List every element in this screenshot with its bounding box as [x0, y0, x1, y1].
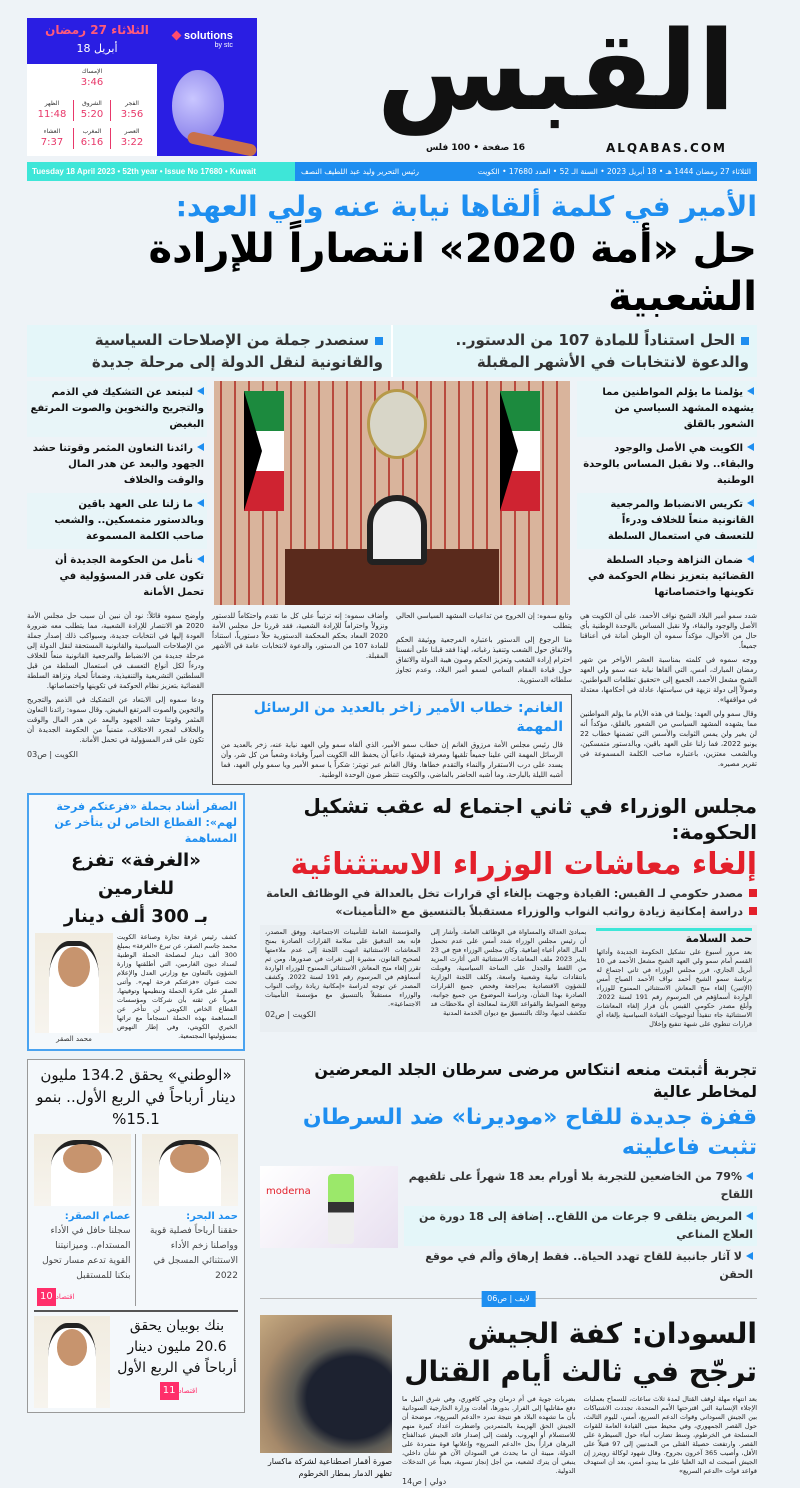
square-bullet-icon [749, 907, 757, 915]
paragraph: وقال سمو ولي العهد: يؤلمنا في هذه الأيام ما يؤلم المواطنين مما يشهده المشهد السياسي من الشعور بالقلق، مؤكداً أنه لن يغير ولن يمس الثوابت والأسس التي تضمنها خطاب 22 يونيو 2022، فما زلنا على العهد باقين، وبالدستور متمسكين، وبالشعب معتزين، باعتباره صاحب الكلمة المسموعة في تقرير مصيره. [580, 710, 757, 768]
sudan-body-col2: بضربات جوية في أم درمان وحي كافوري، وفي شرق النيل ما دفع مقاتليها إلى الفرار. بدورها، أفادت وزارة الخارجية السودانية بأن ما تشهده البلاد هو نتيجة تمرد «الدعم السريع»، موضحة أن الجيش الحق الهزيمة بالمتمردين واضطرت أعداد كبيرة منهم للاستسلام أو الهروب. ولفتت إلى إصدار قائد الجيش عبدالفتاح البرهان قراراً بحل «الدعم السريع» وإعلانها قوة متمردة على الدولة، مبينة أن ما يحدث في السودان الآن هو شأن داخلي، ينبغي أن يترك لشعبه، من أجل إنجاز تسوية، بعيداً عن التدخلات الدولية. [402, 1395, 576, 1475]
person-name: حمد البحر: [186, 1211, 238, 1222]
bullet-text: مصدر حكومي لـ القبس: القيادة وجهت بإلغاء أي قرارات تخل بالعدالة في الوظائف العامة [266, 887, 743, 900]
square-bullet-icon [375, 337, 383, 345]
triangle-bullet-icon [747, 555, 754, 563]
kuwait-flag [244, 391, 284, 511]
cabinet-story [260, 793, 757, 1032]
square-bullet-icon [749, 889, 757, 897]
cabinet-body [260, 925, 757, 1032]
bullet-text: المريض يتلقى 9 جرعات من اللقاح.. إضافة إلى 18 دورة من العلاج المناعي [418, 1210, 753, 1241]
bullet-text: لا آثار جانبية للقاح تهدد الحياة.. فقط إرهاق وألم في موقع الحقن [425, 1250, 753, 1281]
chamber-kicker: الصقر أشاد بحملة «فزعتكم فرحة لهم»: القطاع الخاص لن يتأخر عن المساهمة [54, 800, 237, 845]
prayer-asr [113, 128, 151, 149]
quote-text: ضمان النزاهة وحياد السلطة القضائية بتعزيز نظام الحوكمة في تكوينها واختصاصاتها [588, 555, 754, 598]
prayer-isha [33, 128, 71, 149]
lead-body [27, 611, 757, 785]
prayer-time: 3:46 [80, 77, 104, 88]
lead-headline[interactable]: حل «أمة 2020» انتصاراً للإرادة الشعبية [148, 226, 757, 320]
sudan-body-col1: بعد انتهاء مهلة لوقف القتال لمدة ثلاث ساعات، للسماح بعمليات الإجلاء الإنسانية التي اقترحتها الأمم المتحدة، تجددت الاشتباكات بين الجيش السوداني وقوات الدعم السريع، أمس، لليوم الثالث، حول القصر الجمهوري، وفي محيط مبنى القيادة العامة للقوات المسلحة في الخرطوم، وسط تضارب أنباء حول السيطرة على القصر. وارتفعت حصيلة القتلى من المدنيين إلى 97 قتيلاً على الأقل، وأصيب 365 آخرون بجروح. وقال شهود لوكالة رويترز إن الجيش أصبحت له اليد العليا على ما يبدو، أمس، بعد أن استهدف قواعد قوات «الدعم السريع» [583, 1395, 757, 1475]
prayer-time: 11:48 [37, 109, 67, 120]
lead-body-middle [212, 611, 572, 785]
quote-item [577, 381, 757, 437]
triangle-bullet-icon [746, 1212, 753, 1220]
quote-text: رائدنا التعاون المثمر وقوتنا حشد الجهود والبعد عن هدر المال والوقت والخلاف [32, 443, 204, 486]
photo-boubyan-executive [34, 1316, 110, 1408]
brand-sub: by stc [214, 42, 233, 49]
photo-hamad-albahar [142, 1134, 239, 1206]
ad-hijri-date: الثلاثاء 27 رمضان [45, 23, 149, 37]
page-number[interactable]: 11 [160, 1382, 179, 1400]
paragraph: وأوضح سموه قائلاً: نود أن نبين أن سبب حل مجلس الأمة 2020 هو الانتصار للإرادة الشعبية، مما يتطلب معه ضرورة العودة إليها في انتخابات جديدة، وسيواكب ذلك إصدار جملة من الإصلاحات السياسية والقانونية المستحقة لنقل الدولة إلى مرحلة جديدة من الانضباط والمرجعية القانونية منعاً للخلاف ودرءاً لكل أنواع التعسف في استعمال السلطة من قبل السلطتين التشريعية والتنفيذية، وضماناً لحياد ونزاهة السلطة القضائية بتعزيز نظام الحوكمة في تكوينها واختصاصاتها. [27, 612, 204, 690]
lead-body-col1 [580, 611, 757, 785]
prayer-time: 5:20 [80, 109, 104, 120]
section-label: اقتصاد [55, 1293, 75, 1301]
right-quotes [577, 381, 757, 605]
prayer-name: العصر [124, 128, 140, 135]
moderna-label: moderna [266, 1186, 311, 1197]
photo-caption: محمد الصقر [56, 1035, 92, 1043]
subhead-text: الحل استناداً للمادة 107 من الدستور.. والدعوة لانتخابات في الأشهر المقبلة [455, 331, 749, 371]
triangle-bullet-icon [747, 443, 754, 451]
ad-brand-logo [173, 30, 233, 49]
brand-name: solutions [184, 30, 233, 42]
quote-text: تكريس الانضباط والمرجعية القانونية منعاً للخلاف ودرءاً للتعسف في استعمال السلطة [607, 499, 754, 542]
prayer-name: الشروق [82, 100, 102, 107]
arabic-date: الثلاثاء 27 رمضان 1444 هـ • 18 أبريل 2023 • السنة الـ 52 • العدد 17680 • الكويت [477, 167, 751, 176]
quote-text: ما زلنا على العهد باقين وبالدستور متمسكين.. والشعب صاحب الكلمة المسموعة [54, 499, 204, 542]
photo-essam-alsaqer [34, 1134, 131, 1206]
prayer-name: المغرب [82, 128, 102, 135]
triangle-bullet-icon [747, 387, 754, 395]
lead-body-col4 [27, 611, 204, 785]
cabinet-bullet [260, 903, 757, 921]
text-column [265, 928, 421, 1029]
triangle-bullet-icon [747, 499, 754, 507]
section-label: اقتصاد [178, 1387, 198, 1395]
person-card [142, 1134, 239, 1306]
ad-gregorian-date: 18 أبريل [76, 42, 118, 55]
vaccine-bullet [404, 1206, 757, 1246]
page-ref-tag[interactable]: لايف | ص06 [481, 1291, 536, 1307]
quote-item [27, 493, 207, 549]
prayer-name: الفجر [125, 100, 139, 107]
quote-item [27, 549, 207, 605]
prayer-time: 3:56 [120, 109, 144, 120]
prayer-dhuhr [33, 100, 71, 121]
quote-text: نأمل من الحكومة الجديدة أن تكون على قدر المسؤولية في تحمل الأمانة [54, 555, 204, 598]
triangle-bullet-icon [197, 499, 204, 507]
triangle-bullet-icon [746, 1252, 753, 1260]
chamber-content [35, 933, 237, 1045]
bullet-text: 79% من الخاضعين للتجربة بلا أورام بعد 18 شهراً على تلقيهم اللقاح [408, 1170, 753, 1201]
left-quotes [27, 381, 207, 605]
cabinet-bullet [260, 885, 757, 903]
chamber-headline-2[interactable]: بـ 300 ألف دينار [63, 906, 209, 927]
vaccine-bullets [404, 1166, 757, 1286]
sudan-body-col2-wrap [402, 1395, 576, 1488]
cabinet-kicker: مجلس الوزراء في ثاني اجتماع له عقب تشكيل الحكومة: [303, 794, 757, 844]
quote-text: يؤلمنا ما يؤلم المواطنين مما يشهده المشهد السياسي من الشعور بالقلق [602, 387, 754, 430]
prayer-sunrise [73, 100, 111, 121]
prayer-times-ad[interactable] [27, 18, 257, 156]
prayer-name: العشاء [43, 128, 61, 135]
cabinet-headline[interactable]: إلغاء معاشات الوزراء الاستثنائية [290, 847, 757, 882]
kuwait-flag [500, 391, 540, 511]
speaker-figure [367, 495, 427, 565]
vaccine-photo [260, 1166, 398, 1248]
lower-right-column [260, 1059, 757, 1488]
chamber-body: كشف رئيس غرفة تجارة وصناعة الكويت محمد جاسم الصقر، عن تبرع «الغرفة» بمبلغ 300 ألف دينار لمصلحة الحملة الوطنية لسداد ديون الغارمين، التي أطلقتها وزارة الشؤون بالتعاون مع وزارتي العدل والإعلام تحت عنوان «فزعتكم فرحة لهم». وأثنى الصقر على فكرة الحملة وتنظيمها وتوقيتها، معرباً عن ثقته بأن شركات ومؤسسات القطاع الخاص الكويتي لن تتأخر عن المساهمة بهذه الحملة انسجاماً مع تراثها الخيري الكويتي، وفي إطار النهوض بمسؤوليتها المجتمعية. [117, 933, 237, 1040]
newspaper-logo[interactable]: القبس [376, 7, 736, 135]
prayer-name: الظهر [44, 100, 60, 107]
tag-row [260, 1289, 757, 1309]
chamber-headline-1[interactable]: «الغرفة» تفزع للغارمين [71, 850, 201, 899]
paragraph: بعد مرور أسبوع على تشكيل الحكومة الجديدة وأدائها القسم أمام سمو ولي العهد الشيخ مشعل الأحمد في 10 أبريل الجاري، قرر مجلس الوزراء في ثاني اجتماع له برئاسة سمو الشيخ أحمد نواف الأحمد الصباح أمس (الإثنين) إلغاء منح المعاش الاستثنائي الممنوح للوزراء الواردة أسماؤهم في المرسوم رقم 191 لسنة 2022. وأبلغ مصدر حكومي القبس بأن قرار إلغاء المعاشات الاستثنائية جاء تنفيذاً لتوجيهات القيادة السياسية بإلغاء أي قرارات تنطوي على شبهة تنفيع وإخلال [596, 948, 752, 1028]
vaccine-bullet [404, 1166, 757, 1206]
lead-body-col2 [396, 611, 572, 689]
state-emblem [367, 389, 427, 459]
chamber-photo-wrap [35, 933, 113, 1045]
page-number[interactable]: 10 [37, 1288, 56, 1306]
page-ref[interactable]: الكويت | ص03 [27, 750, 78, 759]
triangle-bullet-icon [746, 1172, 753, 1180]
sudan-story [260, 1315, 757, 1488]
paragraph: ووجه سموه في كلمته بمناسبة العشر الأواخر من شهر رمضان المبارك، أمس، التي ألقاها نيابة عنه سمو ولي العهد الشيخ مشعل الأحمد، الجميع إلى «تحقيق تطلعات المواطنين، وصولاً إلى دولة نزيهة في سياستها، عادلة في أحكامها، معتدلة في مواقفها». [580, 656, 757, 704]
triangle-bullet-icon [197, 555, 204, 563]
vaccine-row [260, 1166, 757, 1286]
prayer-maghrib [73, 128, 111, 149]
quote-text: الكويت هي الأصل والوجود والبقاء.. ولا نقبل المساس بالوحدة الوطنية [583, 443, 754, 486]
price-pages: 16 صفحة • 100 فلس [425, 143, 525, 153]
lead-subheads [27, 325, 757, 377]
quote-text: لنبتعد عن التشكيك في الذمم والتجريح والتخوين والصوت المرتفع البغيض [30, 387, 204, 430]
quote-item [577, 549, 757, 605]
paragraph: بمبادئ العدالة والمساواة في الوظائف العامة. وأشار إلى أن رئيس مجلس الوزراء شدد أمس على عدم تحميل المال العام أعباء إضافية. وكان مجلس الوزراء فتح في 23 يناير 2023 ملف المعاشات الاستثنائية التي أثارت المزيد من اللغط والجدل على الساحة السياسية، وقوبلت بانتقادات نيابية وشعبية واسعة، وكلف اللجنة الوزارية للشؤون الاقتصادية بمراجعة وفحص جميع القرارات الصادرة بهذا الشأن، ودراسة الموضوع من جميع جوانبه، ووضع الضوابط والقواعد اللازمة لمعالجة أي ملاحظات قد تتكشف لديها، وذلك بالتنسيق مع ديوان الخدمة المدنية [430, 928, 587, 1017]
date-bar [27, 162, 757, 181]
site-url[interactable]: ALQABAS.COM [605, 141, 727, 155]
sudan-photo-column [260, 1315, 392, 1488]
person-quote: سجلنا حافل في الأداء المستدام.. وميزانيتنا القوية تدعم مسار تحول بنكنا للمستقبل [42, 1226, 131, 1281]
triangle-bullet-icon [197, 443, 204, 451]
square-bullet-icon [741, 337, 749, 345]
photo-mohammad-alsaqer [35, 933, 113, 1033]
prayer-time: 6:16 [80, 137, 104, 148]
date-bar-arabic [295, 162, 757, 181]
author-byline: حمد السلامة [596, 928, 752, 946]
ghanim-body: قال رئيس مجلس الأمة مرزوق الغانم إن خطاب سمو الأمير، الذي ألقاه سمو ولي العهد نيابة عنه، زخر بالعديد من الرسائل المهمة التي علينا جميعاً تلقيها ومعرفة قيمتها، داعياً أن يحفظ الله الكويت أميراً وقيادة وشعباً من كل شر، وأن يسدد على درب الاستقرار والنماء والتقدم خطاها. وقال الغانم عبر تويتر: شكراً يا سمو الأمير ويا سمو ولي العهد، فما أشبه الليلة بالبارحة، وما أشبه الحاضر بالماضي، والكويت تنتظر صون الوحدة الوطنية. [221, 741, 563, 779]
lead-body-col4-text [27, 611, 204, 745]
lead-kicker: الأمير في كلمة ألقاها نيابة عنه ولي العهد: [175, 190, 757, 223]
ghanim-box [212, 694, 572, 785]
person-name: عصام الصقر: [64, 1211, 131, 1222]
imsak [73, 68, 111, 89]
quote-item [577, 493, 757, 549]
lead-photo[interactable] [214, 381, 570, 605]
divider [34, 1310, 238, 1312]
prayer-fajr [113, 100, 151, 121]
masthead [27, 7, 757, 160]
vaccine-bullet [404, 1246, 757, 1286]
vaccine-kicker: تجربة أثبتت منعه انتكاس مرضى سرطان الجلد المعرضين لمخاطر عالية [314, 1060, 757, 1101]
paragraph: وتابع سموه: إن الخروج من تداعيات المشهد السياسي الحالي يتطلب [396, 612, 572, 630]
date-bar-english: Tuesday 18 April 2023 • 52th year • Issue No 17680 • Kuwait [27, 162, 295, 181]
subhead-text: سنصدر جملة من الإصلاحات السياسية والقانونية لنقل الدولة إلى مرحلة جديدة [91, 331, 383, 371]
paragraph: ودعا سموه إلى الابتعاد عن التشكيك في الذمم والتجريح والتخوين والصوت المرتفع البغيض، وقال سموه: رائدنا التعاون المثمر وقوتنا حشد الجهود والبعد عن هدر المال والوقت والخلاف لمجرد الاختلاف، متمنياً من الحكومة الجديدة أن تكون على قدر المسؤولية في تحمل الأمانة. [27, 696, 204, 744]
paragraph: منا الرجوع إلى الدستور باعتباره المرجعية ووثيقة الحكم والاتفاق حول الشعب وتنفيذ رغباته، لهذا فقد قبلنا على أنفسنا احترام إرادة الشعب وتعزيز الحكم وصون هيبة الدولة والاتفاق حول قيادة المقام السامي لسمو أمير البلاد، وعدم تجاوز سلطاته الدستورية. [396, 636, 572, 684]
quote-item [27, 381, 207, 437]
people-row [34, 1134, 238, 1306]
prayer-name: الإمساك [81, 68, 103, 75]
section-lower [27, 1059, 757, 1488]
section-cabinet [27, 793, 757, 1051]
boubyan-block [116, 1316, 238, 1408]
quote-item [577, 437, 757, 493]
subhead [391, 325, 757, 377]
ghanim-headline[interactable]: الغانم: خطاب الأمير زاخر بالعديد من الرسائل المهمة [253, 700, 563, 735]
nbk-headline[interactable]: «الوطني» يحقق 134.2 مليون دينار أرباحاً في الربع الأول.. بنمو 15.1% [36, 1066, 236, 1128]
editor-in-chief: رئيس التحرير وليد عبد اللطيف النصف [301, 167, 420, 176]
text-column [596, 928, 752, 1029]
vaccine-headline[interactable]: قفزة جديدة للقاح «موديرنا» ضد السرطان تثبت فاعليته [302, 1105, 757, 1160]
page-ref[interactable]: دولي | ص14 [402, 1477, 447, 1486]
boubyan-row [34, 1316, 238, 1408]
lead-body-col3 [212, 611, 388, 689]
boubyan-headline[interactable]: بنك بوبيان يحقق 20.6 مليون دينار أرباحاً في الربع الأول [117, 1318, 237, 1376]
paragraph: والمؤسسة العامة للتأمينات الاجتماعية. ووفق المصدر، فإنه بعد التدقيق على سلامة القرارات الصادرة بمنح المعاشات الاستثنائية انتهت اللجنة إلى عدم ملاءمتها لصحيح القانون، مشيرة إلى ثغرات في صدورها، ومن ثم تقرر إلغاء منح المعاش الاستثنائي الممنوح للوزراء الواردة أسماؤهم في المرسوم رقم 191 لسنة 2022. وكشف المصدر عن توجه لدراسة «إمكانية زيادة رواتب النواب والوزراء مستقبلاً بالتنسيق مع مؤسسة التأمينات الاجتماعية». [264, 928, 421, 1008]
prayer-time: 3:22 [120, 137, 144, 148]
lead-middle [27, 381, 757, 605]
vial-icon [328, 1174, 354, 1244]
page-ref[interactable]: الكويت | ص02 [264, 1010, 316, 1019]
subhead [27, 325, 391, 377]
sudan-body [402, 1395, 757, 1488]
person-card [34, 1134, 136, 1306]
paragraph: وأضاف سموه: إنه ترتيباً على كل ما تقدم واحتكاماً للدستور ونزولاً واحتراماً للإرادة الشعبية، فقد قررنا حل مجلس الأمة 2020 المعاد بحكم المحكمة الدستورية حلاً دستورياً، استناداً للمادة 107 من الدستور، والدعوة لانتخابات عامة في الأشهر المقبلة. [212, 612, 388, 660]
person-quote: حققنا أرباحاً فصلية قوية وواصلنا زخم الأداء الاستثنائي المسجل في 2022 [149, 1226, 238, 1281]
bullet-text: دراسة إمكانية زيادة رواتب النواب والوزراء مستقبلاً بالتنسيق مع «التأمينات» [335, 905, 743, 918]
sphere-image [172, 70, 224, 142]
photo-caption: صورة أقمار اصطناعية لشركة ماكسار تظهر الدمار بمطار الخرطوم [267, 1457, 392, 1478]
sudan-text-column [402, 1315, 757, 1488]
paragraph: شدد سمو أمير البلاد الشيخ نواف الأحمد، على أن الكويت هي الأصل والوجود والبقاء، ولا نقبل المساس بالوحدة الوطنية بأي حال من الأحوال، مؤكداً سموه أن الوطن أمانة في أعناقنا جميعاً. [580, 612, 757, 650]
prayer-time: 7:37 [40, 137, 64, 148]
quote-item [27, 437, 207, 493]
chamber-box [27, 793, 245, 1051]
satellite-photo[interactable] [260, 1315, 392, 1453]
prayer-times [27, 64, 157, 156]
triangle-bullet-icon [197, 387, 204, 395]
sudan-headline[interactable]: السودان: كفة الجيش ترجّح في ثالث أيام القتال [404, 1317, 757, 1388]
diamond-icon [172, 31, 182, 41]
economy-box [27, 1059, 245, 1413]
lead-body-row [212, 611, 572, 689]
